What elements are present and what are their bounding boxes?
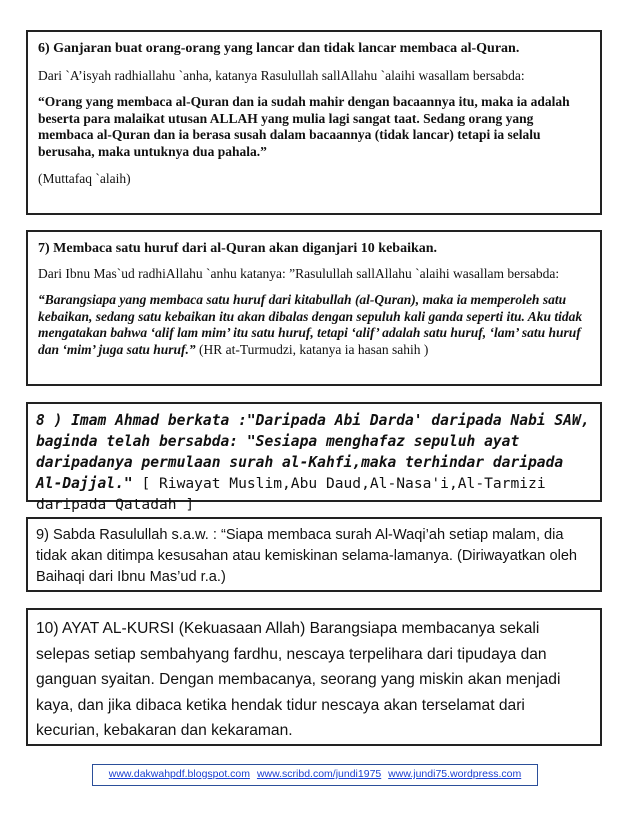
section-6-intro: Dari `A’isyah radhiallahu `anha, katanya Rasulullah sallAllahu `alaihi wasallam bersabda: bbox=[38, 68, 525, 83]
section-7-heading: 7) Membaca satu huruf dari al-Quran akan diganjari 10 kebaikan. bbox=[38, 241, 438, 256]
section-7-quote: “Barangsiapa yang membaca satu huruf dari kitabullah (al-Quran), maka ia memperoleh satu kebaikan, sedang satu kebaikan itu akan dibalas dengan sepuluh kali ganda seperti itu. Aku tidak mengatakan bahwa ‘alif lam mim’ itu satu huruf, tetapi ‘alif’ adalah satu huruf, ‘lam’ satu huruf dan ‘mim’ juga satu huruf.” bbox=[38, 292, 583, 357]
section-6-quote: “Orang yang membaca al-Quran dan ia sudah mahir dengan bacaannya itu, maka ia adalah beserta para malaikat utusan ALLAH yang mulia lagi sangat taat. Sedang orang yang membaca al-Quran dan ia berasa susah dalam bacaannya (tidak lancar) tetapi ia selalu berusaha, maka untuknya dua pahala.” bbox=[38, 94, 570, 159]
footer-link-scribd[interactable]: www.scribd.com/jundi1975 bbox=[256, 768, 382, 780]
section-10-text: 10) AYAT AL-KURSI (Kekuasaan Allah) Barangsiapa membacanya sekali selepas setiap sembahyang fardhu, nescaya terpelihara dari tipudaya dan ganguan syaitan. Dengan membacanya, seorang yang miskin akan menjadi kaya, dan jika dibaca ketika hendak tidur nescaya akan terselamat dari kecurian, kebakaran dan kekaraman. bbox=[36, 620, 561, 739]
section-7-reference: (HR at-Turmudzi, katanya ia hasan sahih ) bbox=[195, 341, 429, 357]
section-8-quote: 8 ) Imam Ahmad berkata :"Daripada Abi Darda' daripada Nabi SAW, baginda telah bersabda: "Sesiapa menghafaz sepuluh ayat daripadanya permulaan surah al-Kahfi,maka terhindar daripada Al-Dajjal." bbox=[36, 412, 590, 492]
section-7-intro: Dari Ibnu Mas`ud radhiAllahu `anhu katanya: ”Rasulullah sallAllahu `alaihi wasallam bersabda: bbox=[38, 266, 560, 281]
footer-link-blogspot[interactable]: www.dakwahpdf.blogspot.com bbox=[108, 768, 251, 780]
section-8-paragraph bbox=[36, 410, 592, 515]
section-10-box bbox=[26, 608, 602, 746]
section-9-box bbox=[26, 517, 602, 592]
section-8-box bbox=[26, 402, 602, 513]
section-7-box bbox=[26, 230, 602, 386]
footer-links bbox=[92, 764, 538, 786]
section-6-reference: (Muttafaq `alaih) bbox=[38, 171, 131, 186]
section-7-quote-paragraph bbox=[38, 292, 590, 358]
footer-link-wordpress[interactable]: www.jundi75.wordpress.com bbox=[388, 768, 522, 780]
section-9-text: 9) Sabda Rasulullah s.a.w. : “Siapa membaca surah Al-Waqi’ah setiap malam, dia tidak akan ditimpa kesusahan atau kemiskinan selama-lamanya. (Diriwayatkan oleh Baihaqi dari Ibnu Mas’ud r.a.) bbox=[36, 527, 578, 585]
section-8-reference: [ Riwayat Muslim,Abu Daud,Al-Nasa'i,Al-Tarmizi daripada Qatadah ] bbox=[36, 475, 546, 513]
section-6-heading: 6) Ganjaran buat orang-orang yang lancar dan tidak lancar membaca al-Quran. bbox=[38, 41, 520, 56]
section-6-box bbox=[26, 30, 602, 215]
